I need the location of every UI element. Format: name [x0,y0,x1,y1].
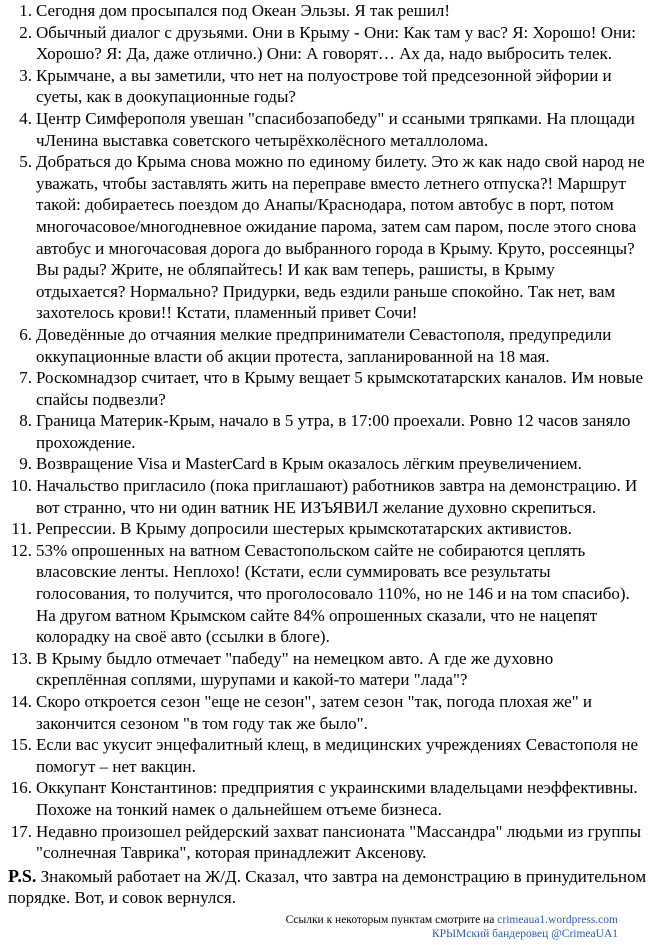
footer [286,913,618,941]
list-item-number: 2. [19,22,32,42]
list-item-text: Скоро откроется сезон "еще не сезон", затем сезон "так, погода плохая же" и закончится сезоном "в том году так же было". [36,692,593,733]
list-item-number: 5. [19,152,32,172]
list-item [8,151,648,324]
list-item [8,22,648,65]
list-item-text: Роскомнадзор считает, что в Крыму вещает 5 крымскотатарских каналов. Им новые спайсы подвезли? [36,368,644,409]
list-item-number: 11. [11,519,32,539]
list-item-text: Доведённые до отчаяния мелкие предприниматели Севастополя, предупредили оккупационные власти об акции протеста, запланированной на 18 мая. [36,324,612,366]
list-item [8,367,648,410]
list-item-text: Добраться до Крыма снова можно по единому билету. Это ж как надо свой народ не уважать, чтобы заставлять жить на переправе вместо летнего отпуска?! Маршрут такой: добираетесь поездом до Анапы/Краснодара, потом автобус в порт, потом многочасовое/многодневное ожидание парома, затем сам паром, после этого снова автобус и многочасовая дорога до выбранного города в Крыму. Круто, россеянцы? Вы рады? Жрите, не обляпайтесь! И как вам теперь, рашисты, в Крыму отдыхается? Нормально? Придурки, ведь ездили раньше спокойно. Так нет, вам захотелось крови!! Кстати, пламенный привет Сочи! [36,152,645,323]
list-item-text: Сегодня дом просыпался под Океан Эльзы. Я так решил! [36,1,450,20]
list-item-number: 6. [19,324,32,344]
list-item-text: В Крыму быдло отмечает "пабеду" на немецком авто. А где же духовно скреплённая соплями, шурупами и какой-то матери "лада"? [36,648,554,690]
list-item [8,821,648,864]
ps-label: P.S. [8,865,37,886]
list-item-text: Крымчане, а вы заметили, что нет на полуострове той предсезонной эйфории и суеты, как в доокупационные годы? [36,65,612,107]
list-item-number: 4. [19,108,32,128]
list-item-number: 16. [10,778,32,798]
list-item-text: Недавно произошел рейдерский захват пансионата "Массандра" людьми из группы "солнечная Таврика", которая принадлежит Аксенову. [36,821,641,863]
list-item-text: Начальство пригласило (пока приглашают) работников завтра на демонстрацию. И вот странно, что ни один ватник НЕ ИЗЪЯВИЛ желание духовно скрепиться. [36,476,638,517]
list-item-number: 13. [10,648,32,668]
list-item-number: 14. [10,692,32,711]
news-list [8,0,648,864]
list-item [8,648,648,691]
postscript [8,864,648,909]
list-item-number: 9. [19,454,32,474]
list-item [8,108,648,151]
list-item-number: 1. [19,1,32,20]
list-item [8,734,648,777]
list-item [8,324,648,367]
list-item-text: Возвращение Visa и MasterCard в Крым оказалось лёгким преувеличением. [36,454,582,474]
list-item-text: Граница Материк-Крым, начало в 5 утра, в 17:00 проехали. Ровно 12 часов заняло прохождение. [36,411,631,452]
footer-author: КРЫМский бандеровец @CrimeaUA1 [431,928,618,940]
footer-links-line [286,913,618,927]
list-item [8,777,648,820]
list-item-number: 10. [10,476,32,496]
list-item [8,410,648,453]
list-item-number: 3. [19,65,32,85]
list-item [8,453,648,475]
list-item [8,540,648,648]
list-item-text: Центр Симферополя увешан "спасибозапобеду" и ссаными тряпками. На площади чЛенина выставка советского четырёхколёсного металлолома. [36,108,635,150]
list-item-text: Оккупант Константинов: предприятия с украинскими владельцами неэффективны. Похоже на тонкий намек о дальнейшем отъеме бизнеса. [36,778,638,819]
list-item-number: 7. [19,368,32,388]
list-item-number: 15. [10,735,32,755]
list-item-text: Обычный диалог с друзьями. Они в Крыму - Они: Как там у вас? Я: Хорошо! Они: Хорошо? Я: Да, даже отлично.) Они: А говорят… Ах да, надо выбросить телек. [36,22,636,64]
list-item-number: 17. [10,821,32,841]
list-item [8,518,648,540]
list-item-text: 53% опрошенных на ватном Севастопольском сайте не собираются цеплять власовские ленты. Неплохо! (Кстати, если суммировать все результаты голосования, то получится, что проголосовало 110%, но не 146 и на том спасибо). На другом ватном Крымском сайте 84% опрошенных сказали, что не нацепят колорадку на своё авто (ссылки в блоге). [36,540,630,647]
list-item-text: Репрессии. В Крыму допросили шестерых крымскотатарских активистов. [36,519,572,539]
footer-links-text: Ссылки к некоторым пунктам смотрите на [285,914,498,926]
list-item [8,475,648,518]
list-item-text: Если вас укусит энцефалитный клещ, в медицинских учреждениях Севастополя не помогут – нет вакцин. [36,735,639,776]
list-item-number: 12. [10,540,32,560]
list-item [8,0,648,22]
list-item [8,691,648,734]
list-item-number: 8. [19,411,32,431]
footer-link[interactable]: crimeaua1.wordpress.com [497,914,618,926]
ps-text: Знакомый работает на Ж/Д. Сказал, что завтра на демонстрацию в принудительном порядке. Вот, и совок вернулся. [8,866,647,908]
list-item [8,65,648,108]
